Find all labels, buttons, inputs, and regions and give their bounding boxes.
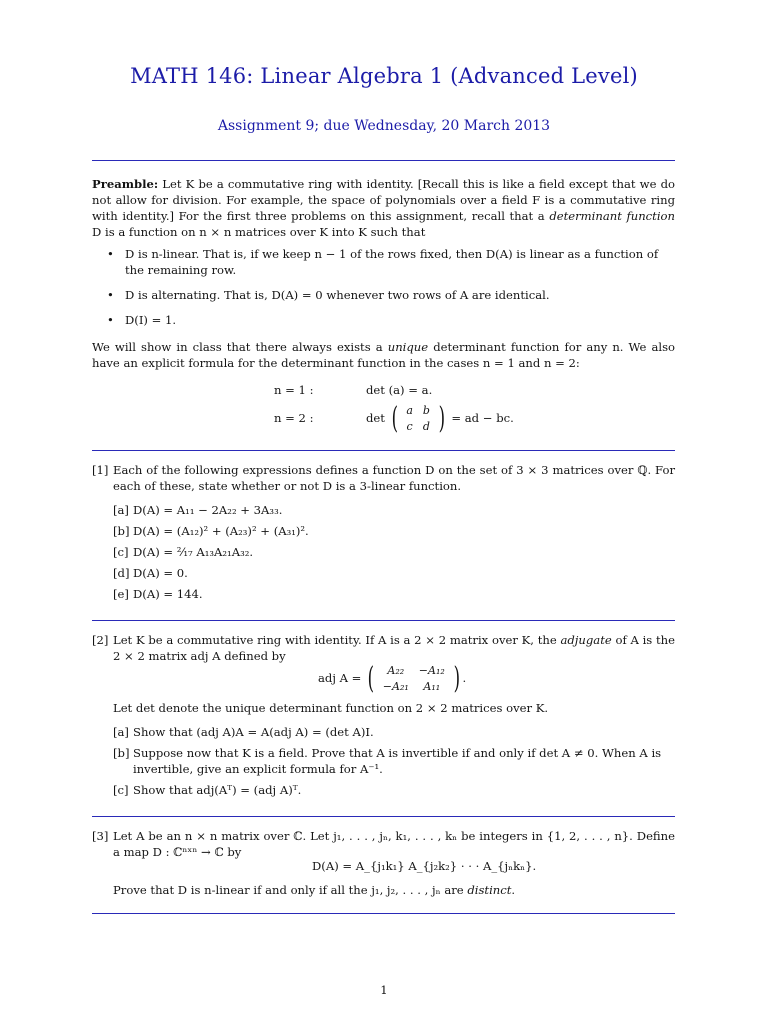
preamble-label: Preamble: bbox=[92, 177, 159, 191]
adjugate-term: adjugate bbox=[560, 633, 612, 647]
part-tag: [c] bbox=[113, 783, 129, 797]
problem-2-label: [2] bbox=[92, 633, 109, 647]
part-tag: [e] bbox=[113, 587, 129, 601]
problem-1-text: Each of the following expressions defines a function D on the set of 3 × 3 matrices over ℚ. For each of these, state whether or not D is a 3-linear function. bbox=[113, 463, 675, 493]
adj-lhs: adj A = bbox=[318, 671, 362, 685]
problem-2-text-1: Let K be a commutative ring with identity. If A is a 2 × 2 matrix over K, the bbox=[113, 633, 557, 647]
part-text: Show that (adj A)A = A(adj A) = (det A)I. bbox=[133, 725, 374, 739]
matrix-entry: A₂₂ bbox=[387, 664, 405, 677]
bullet-icon: • bbox=[107, 247, 114, 261]
part-text: D(A) = 0. bbox=[133, 566, 188, 580]
page-title: MATH 146: Linear Algebra 1 (Advanced Level) bbox=[130, 64, 638, 88]
problem-3-text-1: Let A be an n × n matrix over ℂ. Let j₁, . . . , jₙ, k₁, . . . , kₙ be integers in {1, 2, . . . , n}. Define a map D : ℂⁿˣⁿ → ℂ by bbox=[113, 829, 675, 859]
problem-3-text-2 bbox=[113, 882, 675, 898]
part-text: D(A) = A₁₁ − 2A₂₂ + 3A₃₃. bbox=[133, 503, 283, 517]
part-tag: [a] bbox=[113, 725, 129, 739]
matrix-entry: −A₁₂ bbox=[418, 664, 445, 677]
divider bbox=[92, 913, 675, 914]
divider bbox=[92, 160, 675, 161]
part-text: Show that adj(Aᵀ) = (adj A)ᵀ. bbox=[133, 783, 302, 797]
adjugate-formula: adj A = ( A₂₂ −A₁₂ −A₂₁ A₁₁ ) . bbox=[318, 661, 467, 696]
preamble-paragraph bbox=[92, 176, 675, 240]
assignment-subtitle: Assignment 9; due Wednesday, 20 March 2013 bbox=[217, 118, 551, 134]
formula-2-result: = ad − bc. bbox=[451, 411, 514, 425]
problem-3-text-2a: Prove that D is n-linear if and only if all the j₁, j₂, . . . , jₙ are bbox=[113, 883, 464, 897]
formula-1-label: n = 1 : bbox=[274, 383, 314, 397]
formula-2-matrix bbox=[400, 402, 436, 436]
part-tag: [d] bbox=[113, 566, 130, 580]
formula-1-expr: det (a) = a. bbox=[366, 383, 433, 397]
problem-2-text-2: of A is the 2 × 2 matrix adj A defined by bbox=[113, 633, 675, 663]
part-tag: [a] bbox=[113, 503, 129, 517]
matrix-entry: c bbox=[406, 420, 413, 433]
preamble-paragraph-2 bbox=[92, 339, 675, 371]
preamble-term: determinant function bbox=[549, 209, 675, 223]
matrix-entry: A₁₁ bbox=[423, 680, 441, 693]
preamble-text-4: determinant function for any n. We also have an explicit formula for the determinant function in the cases n = 1 and n = 2: bbox=[92, 340, 676, 370]
problem-3-label: [3] bbox=[92, 829, 109, 843]
problem-3-end: . bbox=[511, 883, 516, 897]
formula-2-expr: det ( a b c d ) = ad − bc. bbox=[366, 401, 514, 436]
unique-term: unique bbox=[387, 340, 429, 354]
formula-2-det: det bbox=[366, 411, 385, 425]
matrix-entry: b bbox=[422, 404, 430, 417]
part-tag: [b] bbox=[113, 746, 130, 760]
part-tag: [b] bbox=[113, 524, 130, 538]
bullet-icon: • bbox=[107, 313, 114, 327]
matrix-entry: −A₂₁ bbox=[382, 680, 409, 693]
part-text: D(A) = ²⁄₁₇ A₁₃A₂₁A₃₂. bbox=[133, 545, 254, 559]
bullet-text: D is alternating. That is, D(A) = 0 whenever two rows of A are identical. bbox=[125, 288, 550, 302]
adjugate-matrix bbox=[377, 662, 451, 696]
bullet-icon: • bbox=[107, 288, 114, 302]
divider bbox=[92, 620, 675, 621]
matrix-entry: d bbox=[422, 420, 430, 433]
part-text: D(A) = (A₁₂)² + (A₂₃)² + (A₃₁)². bbox=[133, 524, 309, 538]
part-text: D(A) = 144. bbox=[133, 587, 203, 601]
formula-2-label: n = 2 : bbox=[274, 411, 314, 425]
preamble-text-1: Let K be a commutative ring with identity. [Recall this is like a field except that we do not allow for division. For example, the space of polynomials over a field F is a commutative ring with identity.] For the first three problems on this assignment, recall that a bbox=[92, 177, 676, 223]
part-text: Suppose now that K is a field. Prove that A is invertible if and only if det A ≠ 0. When A is invertible, give an explicit formula for A⁻¹. bbox=[133, 746, 662, 776]
problem-1-label: [1] bbox=[92, 463, 109, 477]
preamble-text-2: D is a function on n × n matrices over K into K such that bbox=[92, 225, 426, 239]
problem-2-text-3: Let det denote the unique determinant function on 2 × 2 matrices over K. bbox=[113, 701, 549, 715]
adj-end: . bbox=[462, 671, 467, 685]
divider bbox=[92, 450, 675, 451]
distinct-term: distinct bbox=[467, 883, 512, 897]
divider bbox=[92, 816, 675, 817]
part-tag: [c] bbox=[113, 545, 129, 559]
matrix-entry: a bbox=[406, 404, 413, 417]
preamble-text-3: We will show in class that there always exists a bbox=[92, 340, 383, 354]
bullet-text: D is n-linear. That is, if we keep n − 1 of the rows fixed, then D(A) is linear as a function of the remaining row. bbox=[125, 247, 659, 277]
problem-3-formula: D(A) = A_{j₁k₁} A_{j₂k₂} · · · A_{jₙkₙ}. bbox=[312, 859, 537, 873]
bullet-text: D(I) = 1. bbox=[125, 313, 177, 327]
page-number: 1 bbox=[380, 983, 388, 997]
